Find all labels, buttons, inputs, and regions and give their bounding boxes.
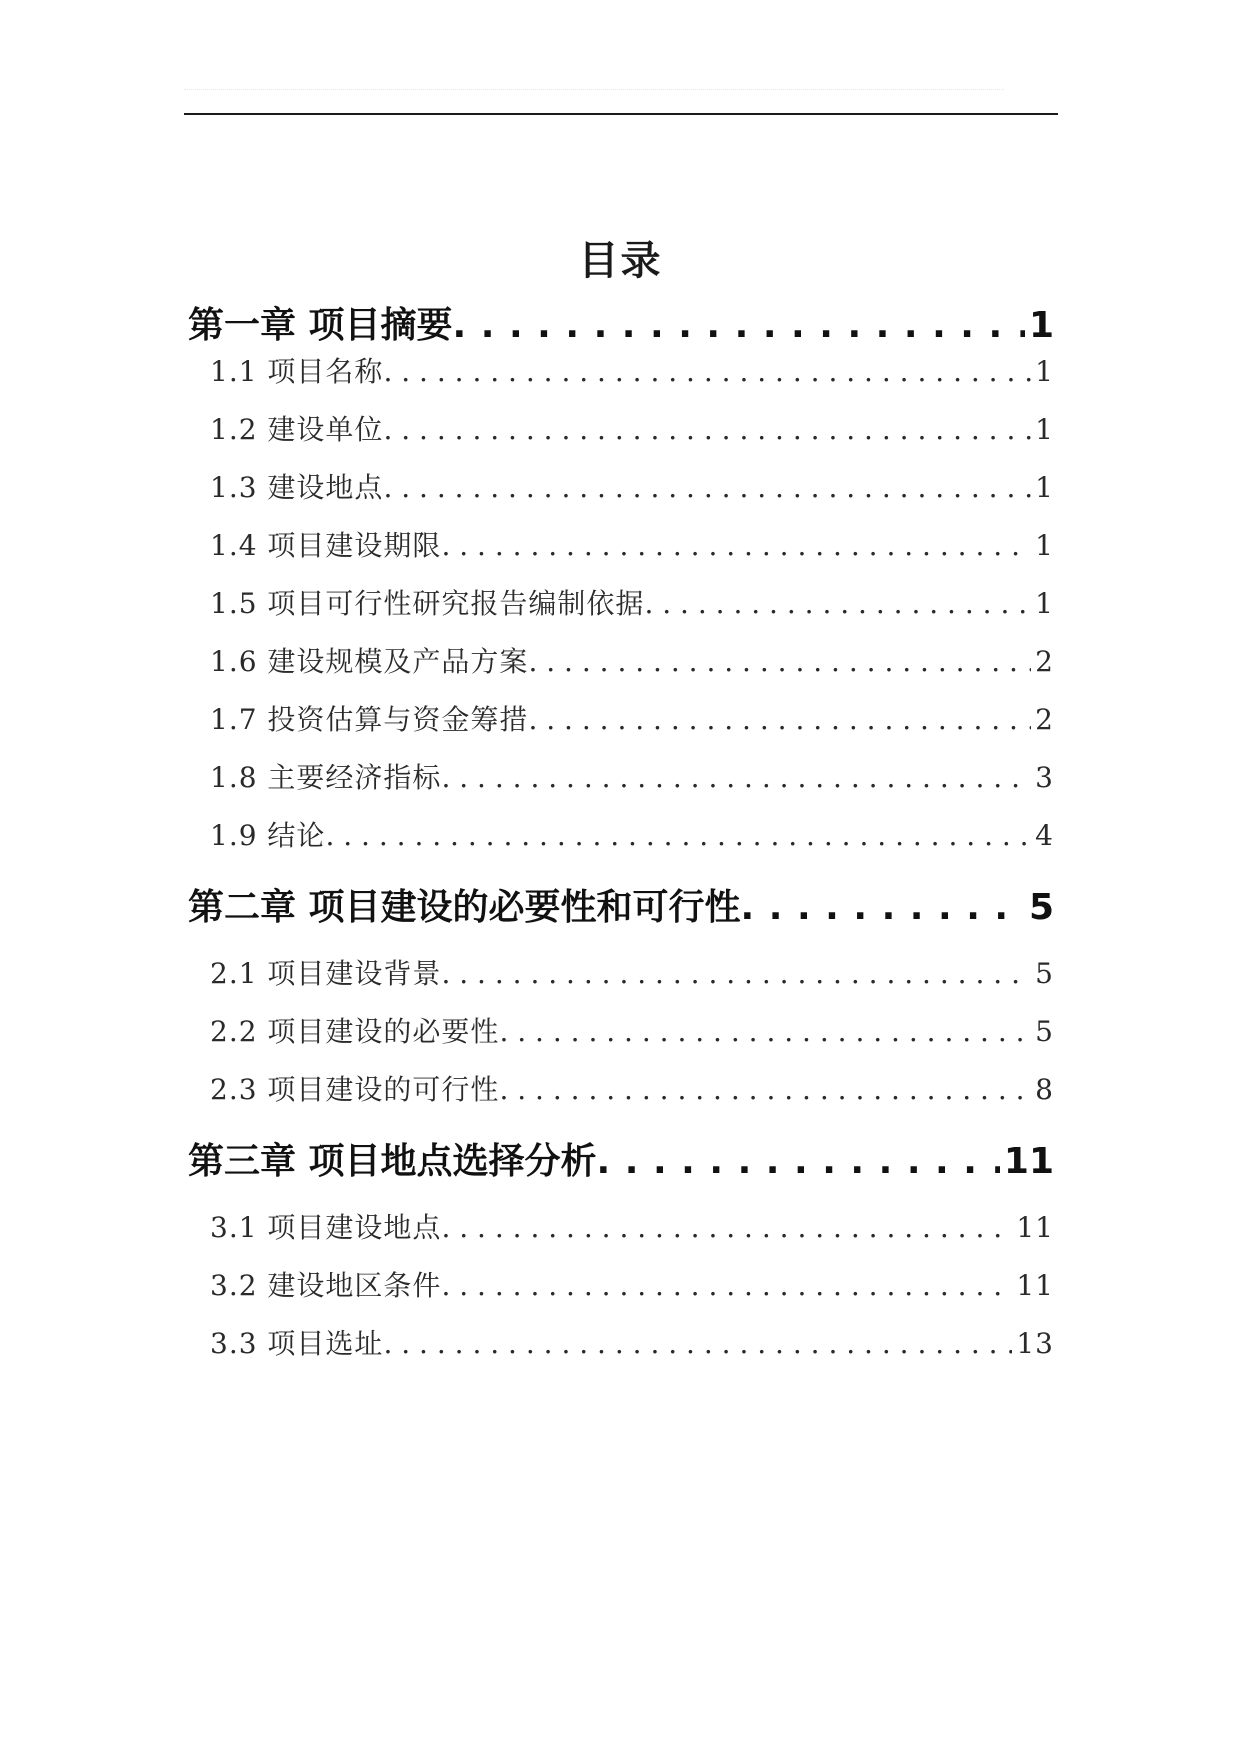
toc-entry-label: 1.1 项目名称 bbox=[210, 355, 384, 388]
toc-page-number: 1 bbox=[1035, 471, 1054, 504]
toc-dot-leader bbox=[325, 816, 1031, 856]
toc-entry-label: 2.1 项目建设背景 bbox=[210, 957, 442, 990]
toc-section-entry[interactable] bbox=[210, 642, 1054, 682]
toc-entry-label: 3.3 项目选址 bbox=[210, 1327, 384, 1360]
toc-entry-label: 3.1 项目建设地点 bbox=[210, 1211, 442, 1244]
toc-dot-leader bbox=[528, 642, 1031, 682]
toc-entry-label: 2.2 项目建设的必要性 bbox=[210, 1015, 500, 1048]
toc-section-entry[interactable] bbox=[210, 1324, 1054, 1364]
toc-dot-leader bbox=[499, 1070, 1031, 1110]
toc-dot-leader bbox=[441, 758, 1031, 798]
toc-entry-label: 1.3 建设地点 bbox=[210, 471, 384, 504]
toc-dot-leader bbox=[644, 584, 1031, 624]
toc-chapter-entry[interactable] bbox=[188, 884, 1054, 932]
toc-section-entry[interactable] bbox=[210, 1012, 1054, 1052]
toc-dot-leader bbox=[383, 410, 1031, 450]
toc-entry-label: 1.8 主要经济指标 bbox=[210, 761, 442, 794]
toc-dot-leader bbox=[441, 1208, 1012, 1248]
toc-dot-leader bbox=[441, 1266, 1012, 1306]
toc-entry-label: 1.6 建设规模及产品方案 bbox=[210, 645, 529, 678]
toc-page-number: 1 bbox=[1035, 355, 1054, 388]
toc-section-entry[interactable] bbox=[210, 1070, 1054, 1110]
toc-dot-leader bbox=[741, 884, 1025, 932]
toc-entry-label: 2.3 项目建设的可行性 bbox=[210, 1073, 500, 1106]
header-rule bbox=[184, 113, 1058, 115]
toc-page-number: 8 bbox=[1035, 1073, 1054, 1106]
toc-dot-leader bbox=[453, 302, 1025, 350]
toc-page-number: 11 bbox=[1016, 1269, 1054, 1302]
toc-section-entry[interactable] bbox=[210, 526, 1054, 566]
toc-dot-leader bbox=[441, 954, 1031, 994]
toc-page-number: 1 bbox=[1035, 413, 1054, 446]
toc-section-entry[interactable] bbox=[210, 410, 1054, 450]
toc-chapter-entry[interactable] bbox=[188, 1138, 1054, 1186]
toc-section-entry[interactable] bbox=[210, 700, 1054, 740]
toc-page-number: 11 bbox=[1016, 1211, 1054, 1244]
toc-entry-label: 第一章 项目摘要 bbox=[188, 305, 453, 346]
toc-section-entry[interactable] bbox=[210, 352, 1054, 392]
toc-page-number: 5 bbox=[1035, 957, 1054, 990]
toc-page-number: 13 bbox=[1016, 1327, 1054, 1360]
toc-dot-leader bbox=[528, 700, 1031, 740]
toc-section-entry[interactable] bbox=[210, 584, 1054, 624]
toc-dot-leader bbox=[383, 1324, 1012, 1364]
toc-section-entry[interactable] bbox=[210, 816, 1054, 856]
toc-entry-label: 1.2 建设单位 bbox=[210, 413, 384, 446]
toc-dot-leader bbox=[597, 1138, 1000, 1186]
toc-page-number: 2 bbox=[1035, 703, 1054, 736]
toc-dot-leader bbox=[383, 352, 1031, 392]
toc-page-number: 2 bbox=[1035, 645, 1054, 678]
toc-entry-label: 1.7 投资估算与资金筹措 bbox=[210, 703, 529, 736]
toc-page-number: 4 bbox=[1035, 819, 1054, 852]
toc-entry-label: 第二章 项目建设的必要性和可行性 bbox=[188, 887, 741, 928]
header-faint-line bbox=[184, 89, 1004, 90]
toc-page-number: 1 bbox=[1035, 587, 1054, 620]
toc-section-entry[interactable] bbox=[210, 758, 1054, 798]
toc-title: 目录 bbox=[578, 238, 663, 284]
toc-page-number: 1 bbox=[1035, 529, 1054, 562]
toc-page-number: 5 bbox=[1035, 1015, 1054, 1048]
toc-section-entry[interactable] bbox=[210, 954, 1054, 994]
toc-chapter-entry[interactable] bbox=[188, 302, 1054, 350]
toc-page-number: 1 bbox=[1028, 305, 1054, 346]
toc-section-entry[interactable] bbox=[210, 1208, 1054, 1248]
toc-page-number: 11 bbox=[1003, 1141, 1054, 1182]
toc-dot-leader bbox=[499, 1012, 1031, 1052]
toc-section-entry[interactable] bbox=[210, 468, 1054, 508]
toc-entry-label: 3.2 建设地区条件 bbox=[210, 1269, 442, 1302]
toc-section-entry[interactable] bbox=[210, 1266, 1054, 1306]
toc-entry-label: 第三章 项目地点选择分析 bbox=[188, 1141, 597, 1182]
toc-entry-label: 1.9 结论 bbox=[210, 819, 326, 852]
toc-dot-leader bbox=[441, 526, 1031, 566]
toc-page-number: 5 bbox=[1028, 887, 1054, 928]
toc-dot-leader bbox=[383, 468, 1031, 508]
toc-page-number: 3 bbox=[1035, 761, 1054, 794]
toc-entry-label: 1.5 项目可行性研究报告编制依据 bbox=[210, 587, 645, 620]
toc-entry-label: 1.4 项目建设期限 bbox=[210, 529, 442, 562]
